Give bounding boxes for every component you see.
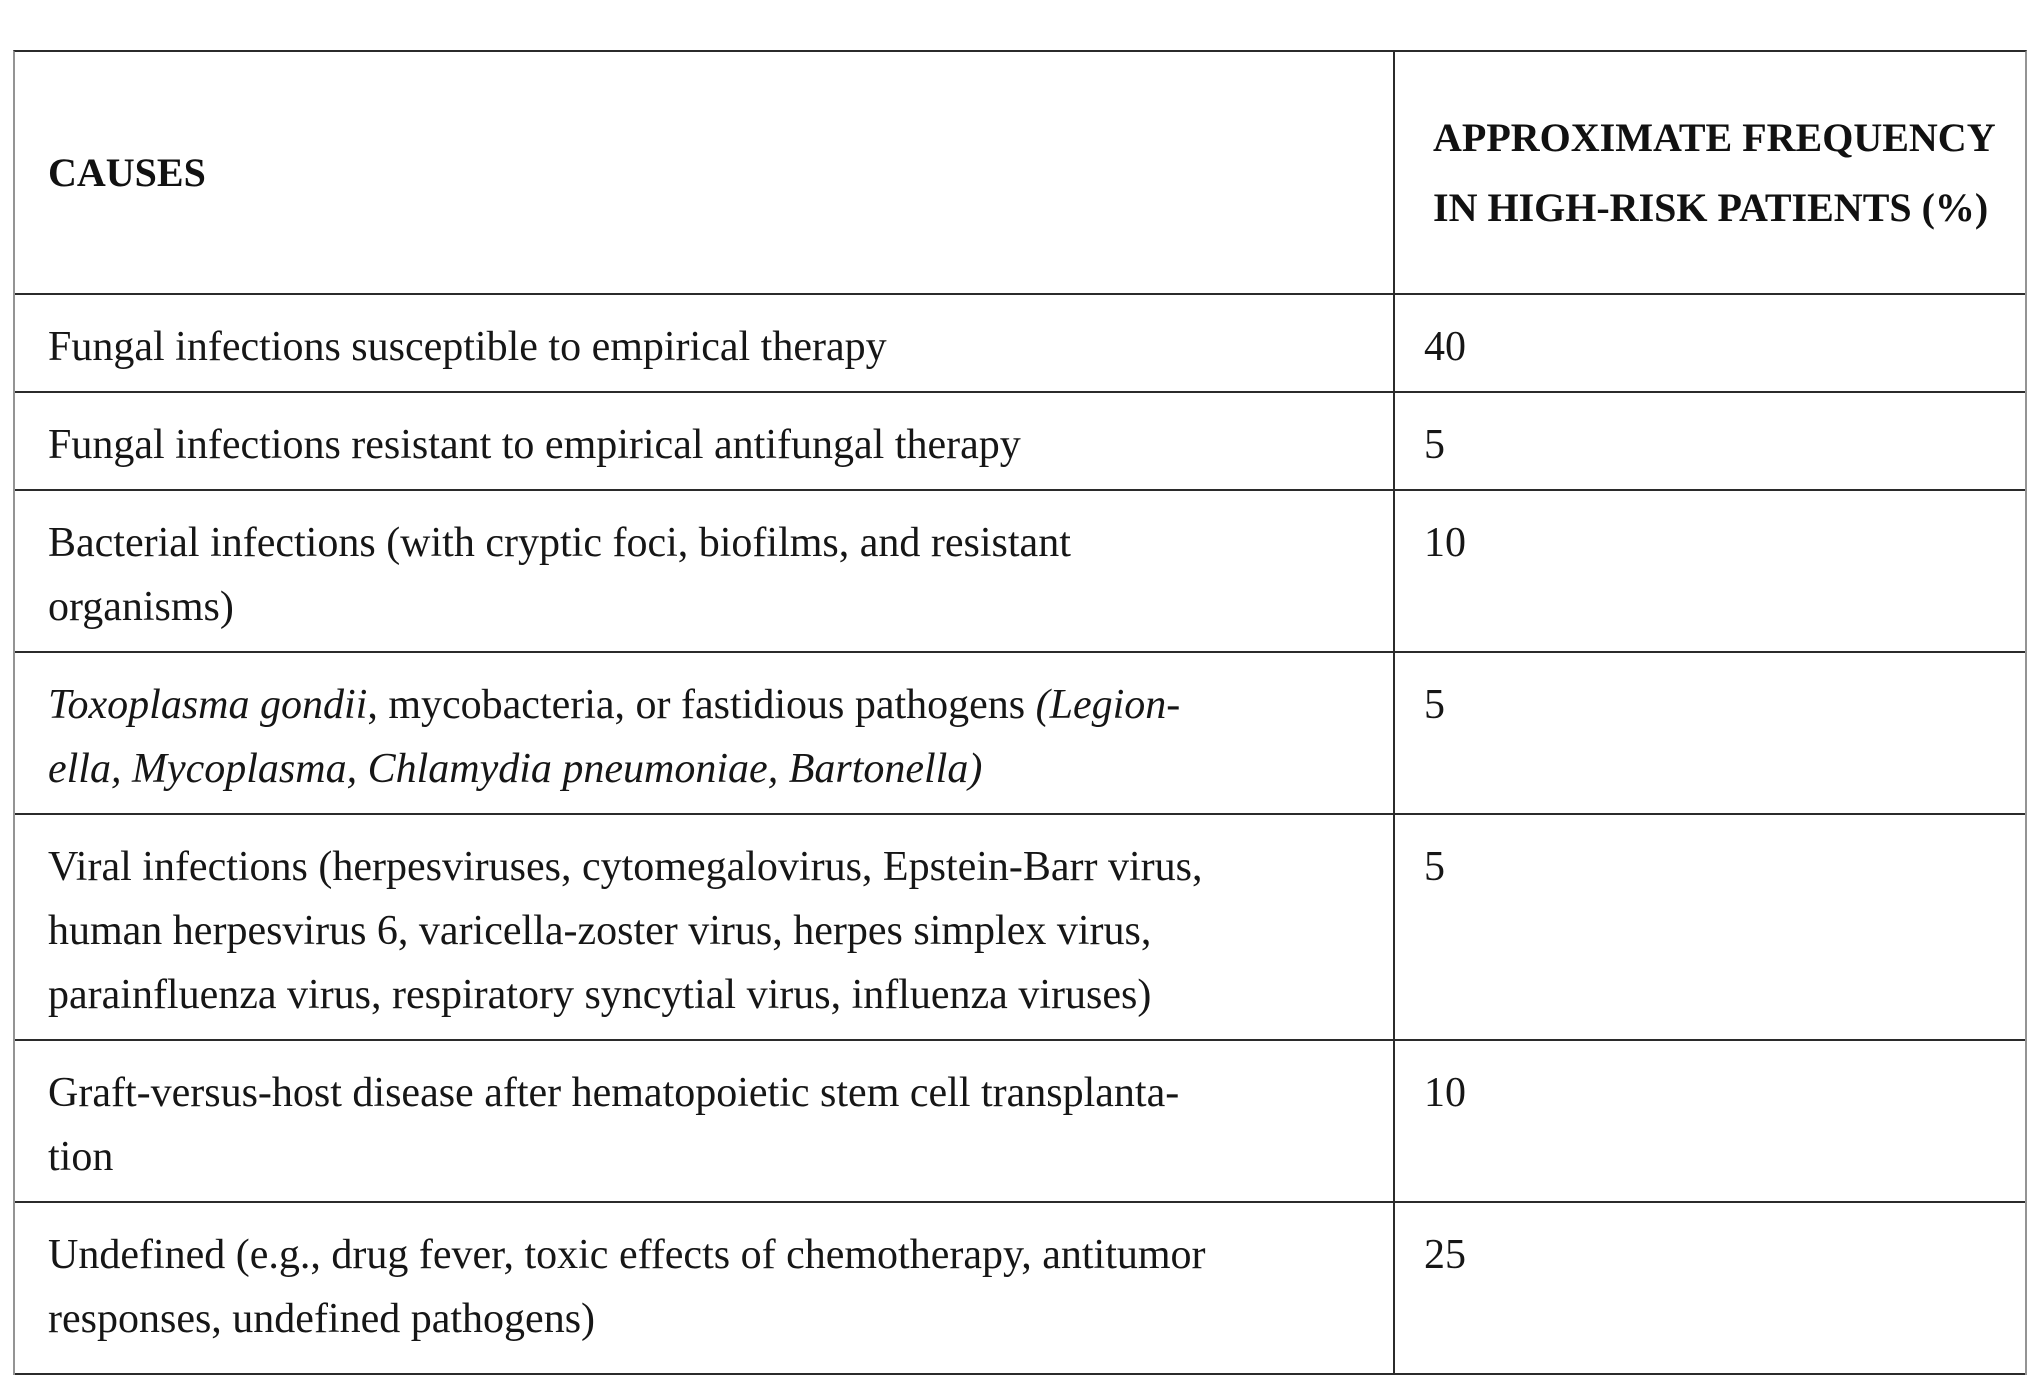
cause-text: tion [48,1134,114,1180]
header-row [15,52,2025,295]
causes-frequency-table [13,50,2027,1375]
cause-cell [15,815,1395,1041]
frequency-cell: 5 [1395,815,2025,1041]
cause-cell [15,491,1395,653]
table-row [15,1203,2025,1375]
frequency-cell: 10 [1395,491,2025,653]
cause-text: human herpesvirus 6, varicella-zoster virus, herpes simplex virus, [48,908,1152,954]
cause-text: parainfluenza virus, respiratory syncytial virus, influenza viruses) [48,972,1152,1018]
table-body [15,295,2025,1375]
cause-text-italic: (Legion- [1035,682,1181,728]
cause-text: Fungal infections resistant to empirical antifungal therapy [48,422,1021,468]
cause-text: Bacterial infections (with cryptic foci, biofilms, and resistant [48,520,1071,566]
cause-cell [15,1203,1395,1375]
table-row [15,491,2025,653]
cause-text: Viral infections (herpesviruses, cytomegalovirus, Epstein-Barr virus, [48,844,1203,890]
cause-text: Fungal infections susceptible to empirical therapy [48,324,887,370]
frequency-cell: 10 [1395,1041,2025,1203]
cause-text: responses, undefined pathogens) [48,1296,596,1342]
cause-cell [15,1041,1395,1203]
cause-cell [15,295,1395,393]
table-row [15,1041,2025,1203]
cause-text-italic: ella, Mycoplasma, Chlamydia pneumoniae, Bartonella) [48,746,983,792]
table-row [15,653,2025,815]
frequency-cell: 25 [1395,1203,2025,1375]
table-row [15,815,2025,1041]
column-header-frequency: APPROXIMATE FREQUENCY IN HIGH-RISK PATIENTS (%) [1395,52,2025,295]
frequency-cell: 5 [1395,393,2025,491]
frequency-cell: 40 [1395,295,2025,393]
table-row [15,295,2025,393]
cause-text: organisms) [48,584,234,630]
cause-text: , mycobacteria, or fastidious pathogens [367,682,1036,728]
cause-text-italic: Toxoplasma gondii [48,682,368,728]
table-row [15,393,2025,491]
cause-cell [15,393,1395,491]
cause-cell [15,653,1395,815]
frequency-cell: 5 [1395,653,2025,815]
cause-text: Graft-versus-host disease after hematopoietic stem cell transplanta- [48,1070,1180,1116]
cause-text: Undefined (e.g., drug fever, toxic effects of chemotherapy, antitumor [48,1232,1206,1278]
column-header-causes: CAUSES [15,52,1395,295]
table-header [15,52,2025,295]
